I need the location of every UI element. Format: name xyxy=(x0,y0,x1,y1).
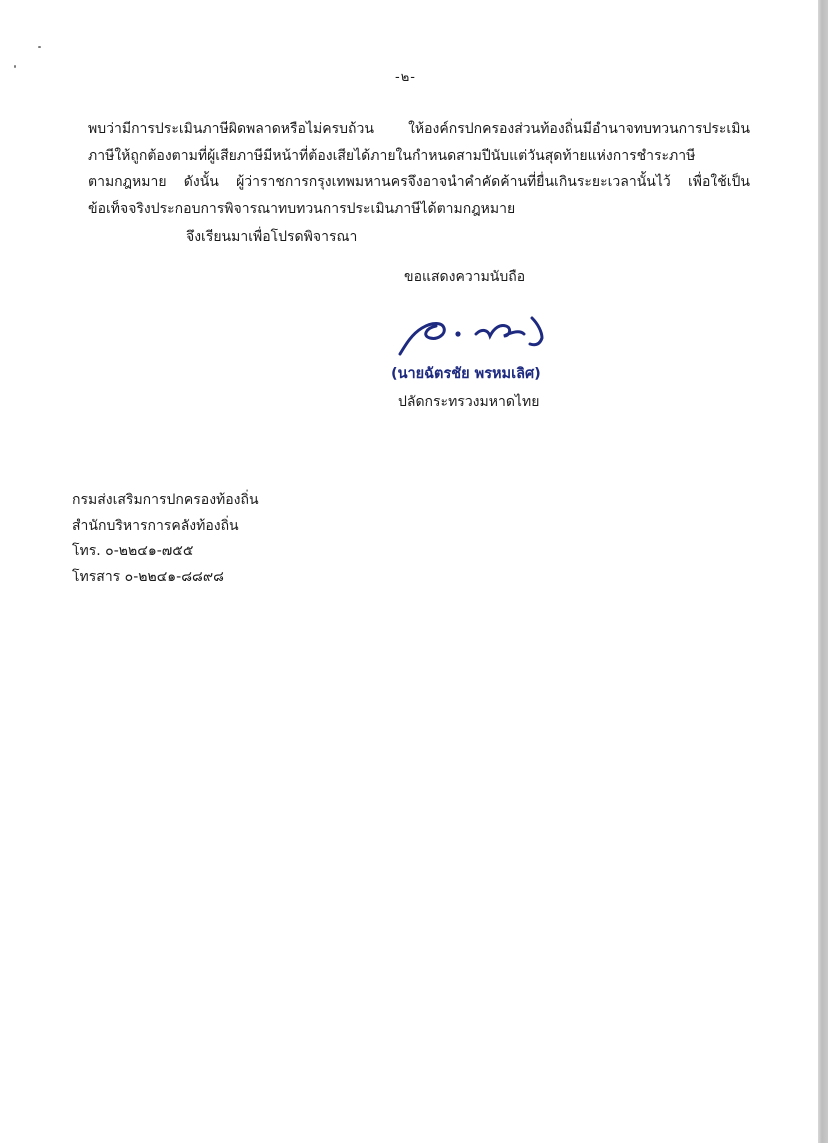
body-line: พบว่ามีการประเมินภาษีผิดพลาดหรือไม่ครบถ้วน ให้องค์กรปกครองส่วนท้องถิ่นมีอำนาจทบทวนการประเมิน xyxy=(88,121,750,137)
scan-speck xyxy=(38,46,41,48)
page-number: -๒- xyxy=(395,70,416,85)
phone-number: โทร. ๐-๒๒๔๑-๗๕๕ xyxy=(72,543,194,559)
signature-stroke xyxy=(400,324,444,355)
body-line: ข้อเท็จจริงประกอบการพิจารณาทบทวนการประเมินภาษีได้ตามกฎหมาย xyxy=(88,200,516,217)
signature-dot xyxy=(455,331,460,336)
office-name: สำนักบริหารการคลังท้องถิ่น xyxy=(72,517,239,534)
closing-salutation: ขอแสดงความนับถือ xyxy=(404,269,526,285)
contact-block xyxy=(72,488,259,590)
scan-edge-shadow xyxy=(818,0,828,1143)
signer-title: ปลัดกระทรวงมหาดไทย xyxy=(398,394,540,410)
body-line: ภาษีให้ถูกต้องตามที่ผู้เสียภาษีมีหน้าที่ต้องเสียได้ภายในกำหนดสามปีนับแต่วันสุดท้ายแห่งการชำระภาษี xyxy=(88,147,696,164)
signature-stroke xyxy=(530,318,542,345)
body-line: ตามกฎหมาย ดังนั้น ผู้ว่าราชการกรุงเทพมหานครจึงอาจนำคำคัดค้านที่ยื่นเกินระยะเวลานั้นไว้ เพื่อใช้เป็น xyxy=(88,174,750,190)
signature-stroke xyxy=(476,325,524,336)
signer-name: (นายฉัตรชัย พรหมเลิศ) xyxy=(391,366,541,382)
fax-number: โทรสาร ๐-๒๒๔๑-๘๘๙๘ xyxy=(72,568,224,585)
request-line: จึงเรียนมาเพื่อโปรดพิจารณา xyxy=(186,229,358,245)
handwritten-signature xyxy=(392,308,562,362)
scan-speck xyxy=(14,65,16,68)
department-name: กรมส่งเสริมการปกครองท้องถิ่น xyxy=(72,492,259,508)
body-paragraph xyxy=(88,116,750,222)
